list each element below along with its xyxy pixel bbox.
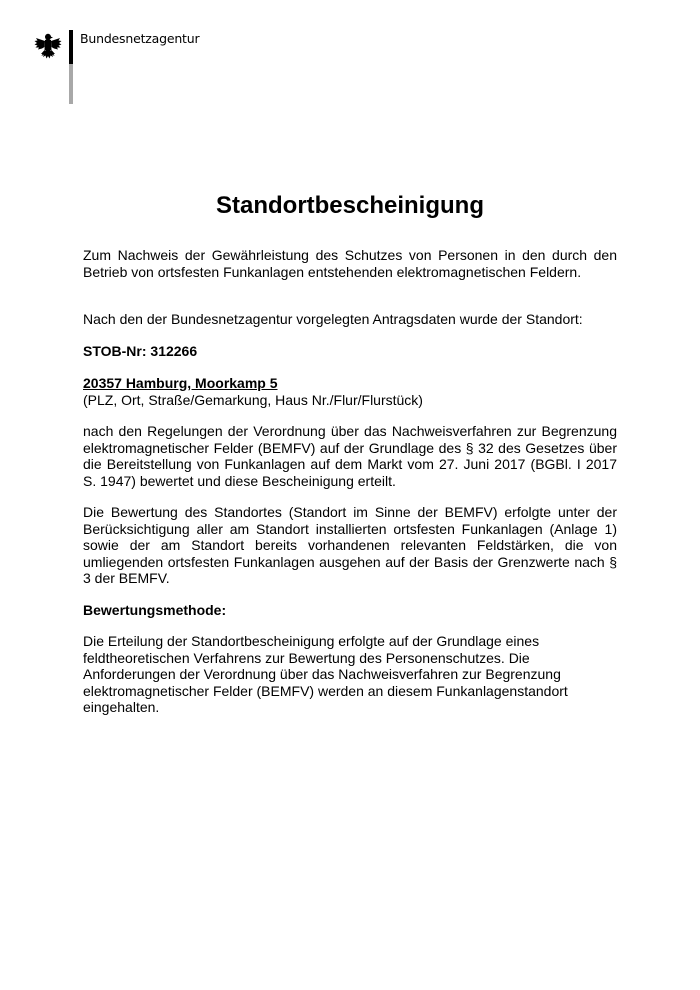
stob-number: STOB-Nr: 312266 — [83, 342, 198, 359]
lead-paragraph: Nach den der Bundesnetzagentur vorgelegten Antragsdaten wurde der Standort: — [83, 311, 583, 327]
agency-name: Bundesnetzagentur — [80, 31, 200, 46]
address-hint: (PLZ, Ort, Straße/Gemarkung, Haus Nr./Flur/Flurstück) — [83, 391, 423, 408]
site-address: 20357 Hamburg, Moorkamp 5 — [83, 375, 278, 391]
document-title: Standortbescheinigung — [215, 192, 484, 219]
document-body — [83, 247, 617, 716]
intro-paragraph: Zum Nachweis der Gewährleistung des Schutzes von Personen in den durch den Betrieb von ortsfesten Funkanlagen entstehenden elektromagnetischen Feldern. — [83, 247, 617, 280]
assessment-paragraph: Die Bewertung des Standortes (Standort im Sinne der BEMFV) erfolgte unter der Berücksichtigung aller am Standort installierten ortsfesten Funkanlagen (Anlage 1) sowie der am Standort bereits vorhandenen relevanten Feldstärken, die von umliegenden ortsfesten Funkanlagen ausgehen auf der Basis der Grenzwerte nach § 3 der BEMFV. — [83, 504, 617, 586]
method-heading: Bewertungsmethode: — [83, 601, 227, 618]
method-paragraph: Die Erteilung der Standortbescheinigung erfolgte auf der Grundlage eines feldtheoretischen Verfahrens zur Bewertung des Personenschutzes. Die Anforderungen der Verordnung über das Nachweisverfahren zur Begrenzung elektromagnetischer Felder (BEMFV) werden an diesem Funkanlagenstandort eingehalten. — [83, 633, 568, 715]
regulation-paragraph: nach den Regelungen der Verordnung über das Nachweisverfahren zur Begrenzung elektromagnetischer Felder (BEMFV) auf der Grundlage des § 32 des Gesetzes über die Bereitstellung von Funkanlagen auf dem Markt vom 27. Juni 2017 (BGBl. I 2017 S. 1947) bewertet und diese Bescheinigung erteilt. — [83, 423, 617, 489]
header-bar-gray — [69, 64, 73, 104]
letterhead — [34, 30, 334, 110]
federal-eagle-icon — [34, 32, 62, 62]
header-bar-black — [69, 30, 73, 64]
